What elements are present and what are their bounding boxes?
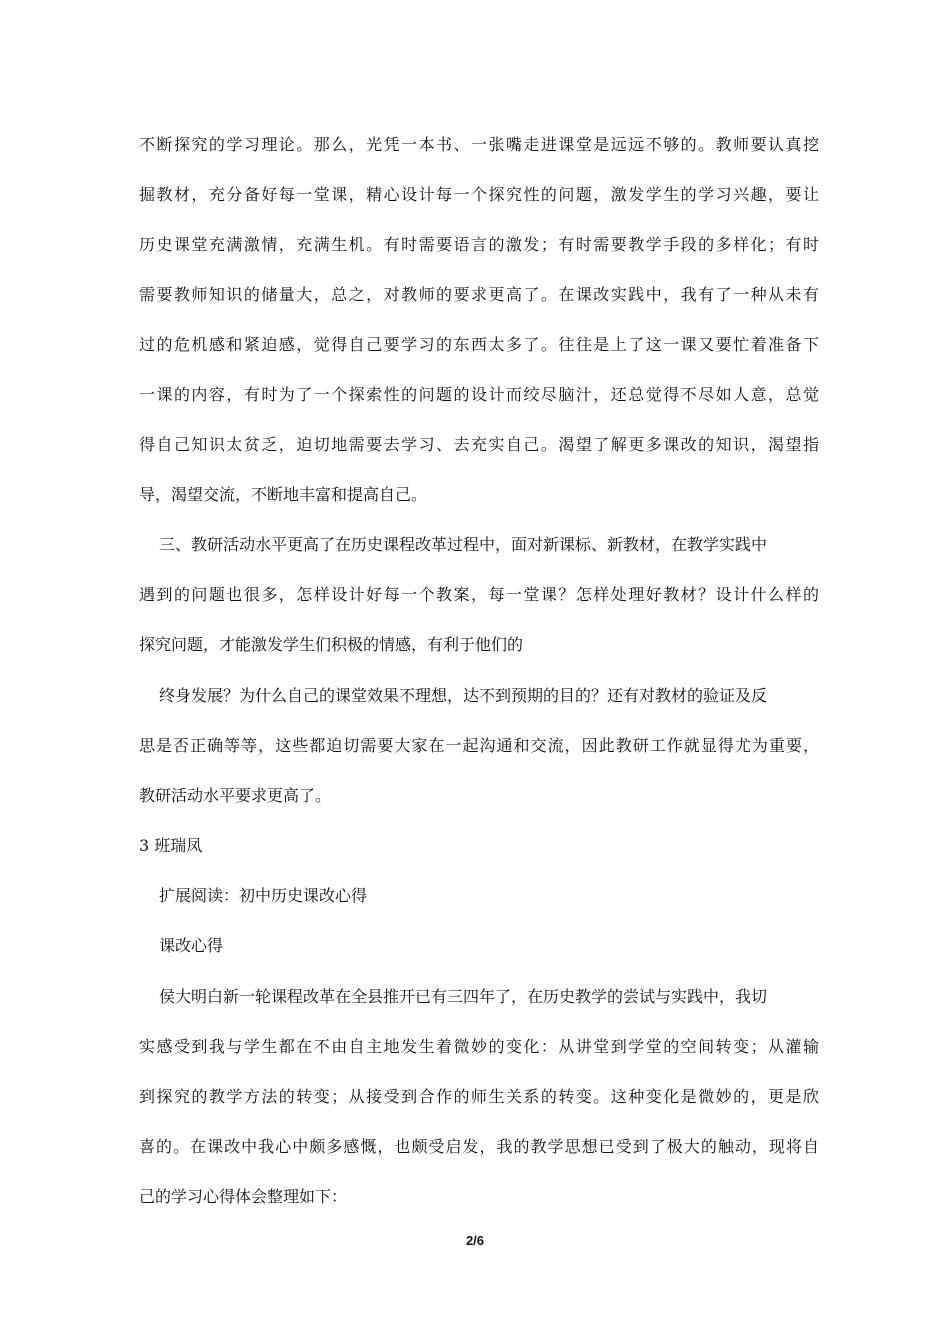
text-line: 导，渴望交流，不断地丰富和提高自己。: [139, 485, 428, 504]
text-line: 到探究的教学方法的转变；从接受到合作的师生关系的转变。这种变化是微妙的，更是欣: [139, 1087, 819, 1106]
author-line: 3 班瑞凤: [139, 836, 203, 855]
text-line: 掘教材，充分备好每一堂课，精心设计每一个探究性的问题，激发学生的学习兴趣，要让: [139, 185, 819, 204]
text-line: 探究问题，才能激发学生们积极的情感，有利于他们的: [139, 635, 524, 654]
extended-reading-heading: 扩展阅读：初中历史课改心得: [159, 886, 368, 905]
text-line: 喜的。在课改中我心中颇多感慨，也颇受启发，我的教学思想已受到了极大的触动，现将自: [139, 1137, 819, 1156]
text-line: 需要教师知识的储量大，总之，对教师的要求更高了。在课改实践中，我有了一种从未有: [139, 285, 819, 304]
section-heading-line: 三、教研活动水平更高了在历史课程改革过程中，面对新课标、新教材，在教学实践中: [159, 535, 768, 554]
text-line: 过的危机感和紧迫感，觉得自己要学习的东西太多了。往往是上了这一课又要忙着准备下: [139, 335, 819, 354]
text-line: 侯大明白新一轮课程改革在全县推开已有三四年了，在历史教学的尝试与实践中，我切: [159, 987, 768, 1006]
text-line: 一课的内容，有时为了一个探索性的问题的设计而绞尽脑汁，还总觉得不尽如人意，总觉: [139, 385, 819, 404]
text-line: 实感受到我与学生都在不由自主地发生着微妙的变化：从讲堂到学堂的空间转变；从灌输: [139, 1037, 819, 1056]
article-title: 课改心得: [159, 936, 224, 955]
text-line: 思是否正确等等，这些都迫切需要大家在一起沟通和交流，因此教研工作就显得尤为重要，: [139, 736, 819, 755]
page-number: 2/6: [465, 1233, 485, 1248]
text-line: 历史课堂充满激情，充满生机。有时需要语言的激发；有时需要教学手段的多样化；有时: [139, 235, 819, 254]
text-line: 终身发展？为什么自己的课堂效果不理想，达不到预期的目的？还有对教材的验证及反: [159, 686, 768, 705]
text-line: 遇到的问题也很多，怎样设计好每一个教案，每一堂课？怎样处理好教材？设计什么样的: [139, 585, 819, 604]
text-line: 教研活动水平要求更高了。: [139, 786, 332, 805]
text-line: 得自己知识太贫乏，迫切地需要去学习、去充实自己。渴望了解更多课改的知识，渴望指: [139, 435, 819, 454]
text-line: 己的学习心得体会整理如下：: [139, 1187, 348, 1206]
text-line: 不断探究的学习理论。那么，光凭一本书、一张嘴走进课堂是远远不够的。教师要认真挖: [139, 135, 819, 154]
